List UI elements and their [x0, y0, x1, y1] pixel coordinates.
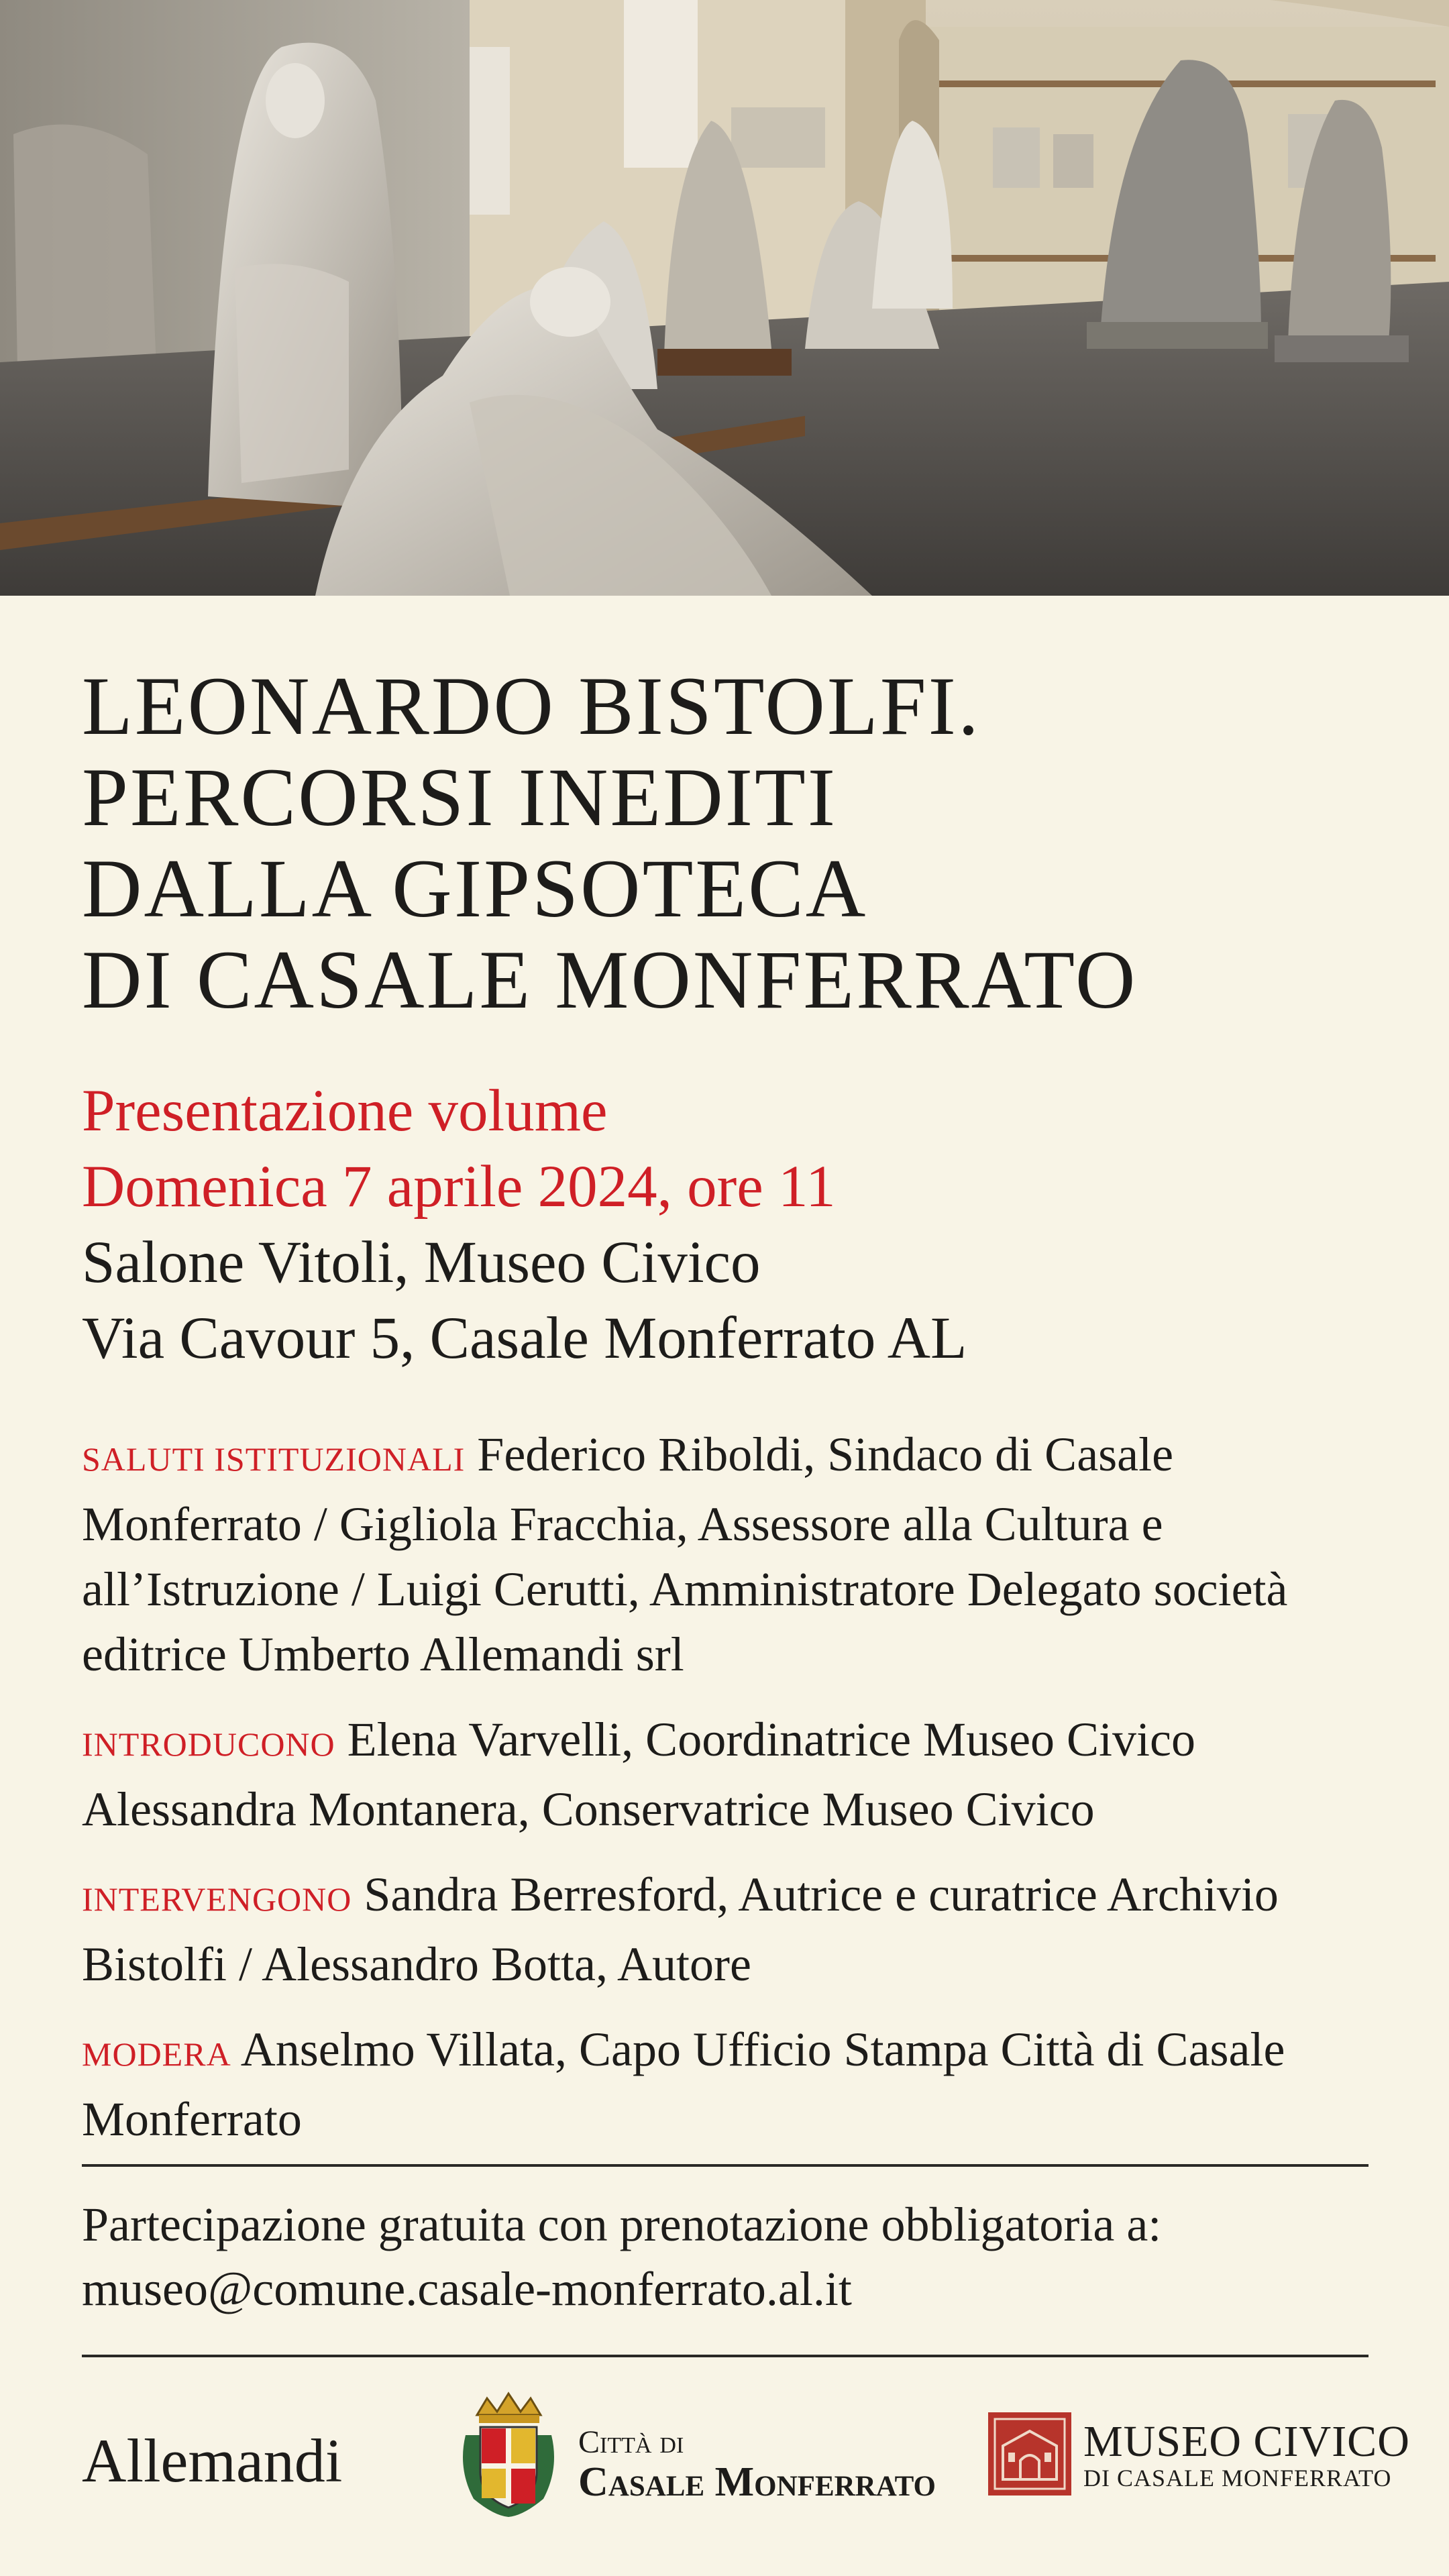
museum-logo-text [1083, 2419, 1410, 2491]
hero-photo [0, 0, 1449, 596]
allemandi-logo: Allemandi [82, 2426, 343, 2495]
event-venue: Salone Vitoli, Museo Civico [82, 1230, 761, 1295]
logo-bar [0, 2375, 1449, 2549]
city-big: Casale Monferrato [578, 2459, 936, 2505]
event-address: Via Cavour 5, Casale Monferrato AL [82, 1305, 967, 1371]
program-text: Elena Varvelli, Coordinatrice Museo Civico Alessandra Montanera, Conservatrice Museo Civico [82, 1713, 1196, 1836]
divider [82, 2355, 1368, 2357]
event-date: Domenica 7 aprile 2024, ore 11 [82, 1154, 836, 1220]
museum-building-icon [988, 2412, 1071, 2496]
program-item-intervengono [82, 1862, 1390, 1997]
booking-text: Partecipazione gratuita con prenotazione obbligatoria a: [82, 2198, 1162, 2251]
divider [82, 2164, 1368, 2167]
title-line: DI CASALE MONFERRATO [82, 934, 1138, 1026]
program-item-saluti [82, 1422, 1390, 1687]
museum-big: MUSEO CIVICO [1083, 2417, 1410, 2466]
title-line: LEONARDO BISTOLFI. [82, 660, 981, 752]
title-line: DALLA GIPSOTECA [82, 843, 868, 934]
program-label: INTRODUCONO [82, 1725, 335, 1763]
booking-email[interactable]: museo@comune.casale-monferrato.al.it [82, 2262, 852, 2316]
city-logo-text [578, 2425, 936, 2504]
event-title [82, 661, 1390, 1026]
booking-info [82, 2192, 1390, 2321]
event-details [82, 1073, 1390, 1377]
program-item-introducono [82, 1707, 1390, 1842]
program-label: SALUTI ISTITUZIONALI [82, 1440, 466, 1478]
program [82, 1422, 1390, 2172]
city-small: Città di [578, 2424, 684, 2460]
program-item-modera [82, 2017, 1390, 2152]
program-text: Sandra Berresford, Autrice e curatrice Archivio Bistolfi / Alessandro Botta, Autore [82, 1868, 1279, 1991]
program-label: INTERVENGONO [82, 1880, 352, 1918]
program-text: Anselmo Villata, Capo Ufficio Stampa Città di Casale Monferrato [82, 2023, 1285, 2146]
event-type: Presentazione volume [82, 1078, 608, 1144]
museum-small: DI CASALE MONFERRATO [1083, 2465, 1392, 2491]
program-label: MODERA [82, 2035, 231, 2073]
city-crest-icon [453, 2388, 564, 2522]
title-line: PERCORSI INEDITI [82, 751, 838, 843]
program-text: Federico Riboldi, Sindaco di Casale Monferrato / Gigliola Fracchia, Assessore alla Cultura e all’Istruzione / Luigi Cerutti, Amministratore Delegato società editrice Umberto Allemandi srl [82, 1428, 1288, 1681]
